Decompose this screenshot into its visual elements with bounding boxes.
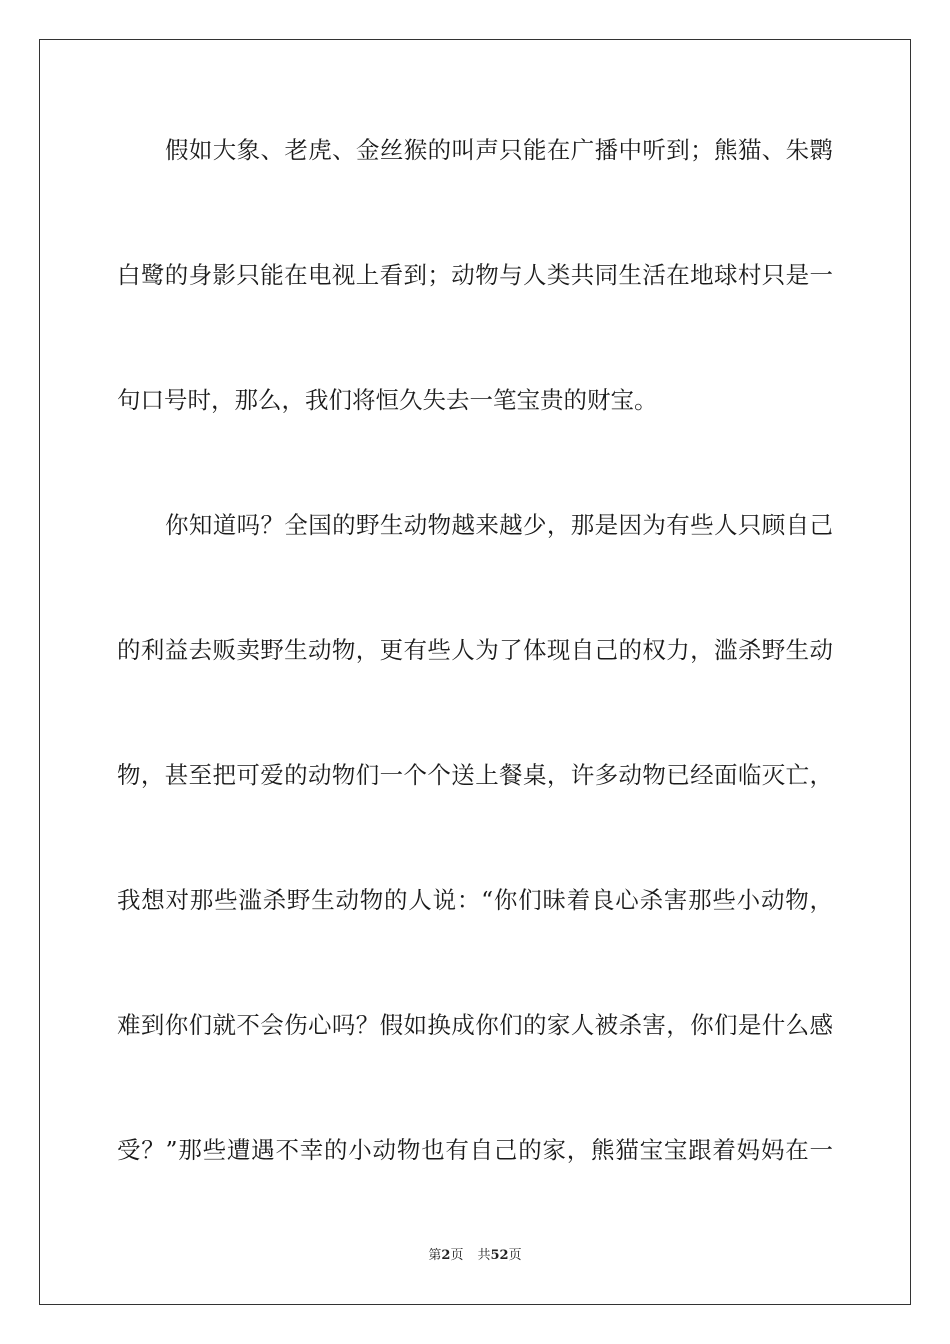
paragraph-2-line-4: 我想对那些滥杀野生动物的人说：“你们昧着良心杀害那些小动物， <box>117 886 833 914</box>
page-border <box>39 39 911 1305</box>
total-prefix: 共 <box>477 1248 491 1263</box>
total-pages: 52 <box>490 1248 509 1263</box>
paragraph-2-line-2: 的利益去贩卖野生动物，更有些人为了体现自己的权力，滥杀野生动 <box>117 636 833 664</box>
paragraph-1-line-2: 白鹭的身影只能在电视上看到；动物与人类共同生活在地球村只是一 <box>117 261 833 289</box>
page-suffix: 页 <box>450 1248 464 1263</box>
paragraph-2-line-3: 物，甚至把可爱的动物们一个个送上餐桌，许多动物已经面临灭亡， <box>117 761 833 789</box>
page-prefix: 第 <box>428 1248 442 1263</box>
total-suffix: 页 <box>508 1248 522 1263</box>
paragraph-1-line-3: 句口号时，那么，我们将恒久失去一笔宝贵的财宝。 <box>117 386 658 414</box>
paragraph-2-line-5: 难到你们就不会伤心吗？假如换成你们的家人被杀害，你们是什么感 <box>117 1011 833 1039</box>
paragraph-2-line-1: 你知道吗？全国的野生动物越来越少，那是因为有些人只顾自己 <box>165 511 833 539</box>
paragraph-2-line-6: 受？”那些遭遇不幸的小动物也有自己的家，熊猫宝宝跟着妈妈在一 <box>117 1136 833 1164</box>
page-footer <box>0 1247 950 1265</box>
page-number: 2 <box>441 1248 451 1263</box>
paragraph-1-line-1: 假如大象、老虎、金丝猴的叫声只能在广播中听到；熊猫、朱鹮 <box>165 136 833 164</box>
